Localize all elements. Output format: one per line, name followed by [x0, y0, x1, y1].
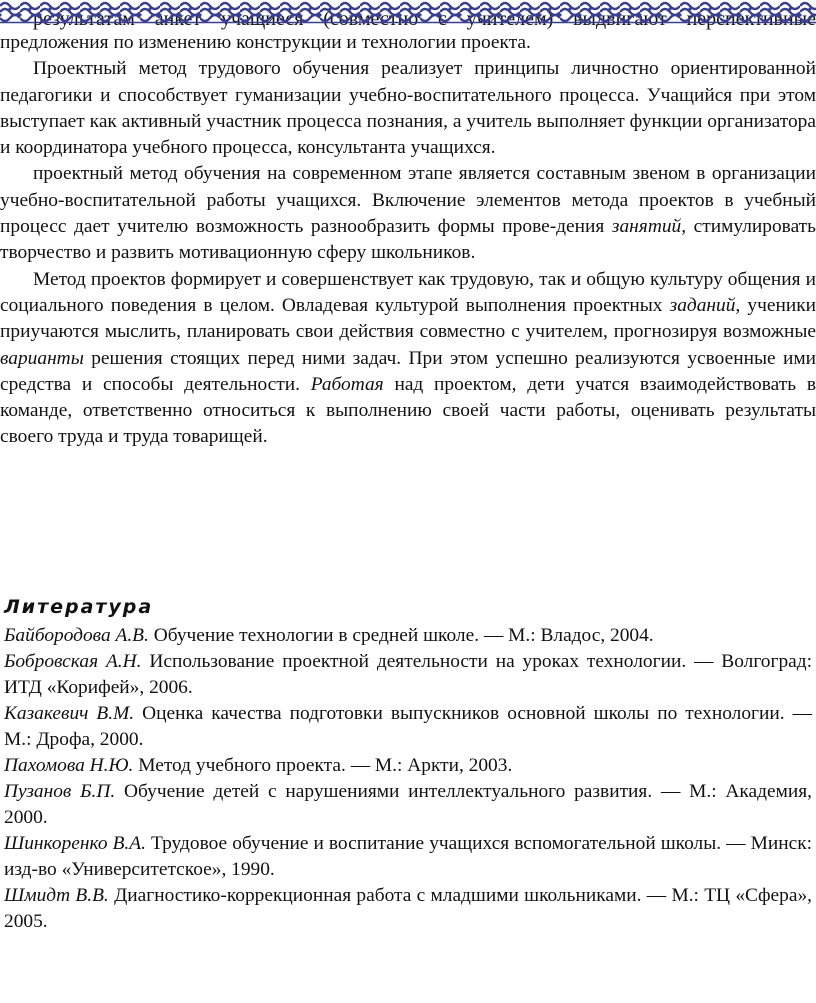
paragraph-text: стимулировать творчество и развить мотивационную сферу школьников. [0, 216, 816, 264]
italic-word: занятий, [611, 216, 687, 238]
italic-word: заданий, [669, 294, 741, 316]
paragraph-text: решения стоящих перед ними задач. При этом успешно реализуются усвоенные ими средства и способы деятельности. [0, 347, 816, 395]
reference-item [4, 883, 812, 935]
paragraph-text: ученики приучаются мыслить, планировать свои действия совместно с учителем, прогнозируя возможные [0, 294, 816, 343]
reference-item [4, 701, 812, 753]
paragraph-text: над проектом, дети учатся взаимодействовать в команде, ответственно относиться к выполнению своей части работы, оценивать результаты своего труда и труда товарищей. [0, 373, 816, 448]
paragraph-text: проектный метод обучения на современном этапе является составным звеном в организации учебно-воспитательной работы учащихся. Включение элементов метода проектов в учебный процесс дает учителю возможность разнообразить формы прове-дения [0, 163, 816, 238]
wave-border-graphic [0, 0, 816, 24]
reference-item [4, 753, 812, 779]
italic-word: варианты [0, 347, 84, 369]
reference-text: Обучение технологии в средней школе. — М.: Владос, 2004. [148, 625, 654, 646]
paragraph [0, 161, 816, 266]
reference-author: Шинкоренко В.А. [4, 833, 146, 854]
reference-author: Бобровская А.Н. [4, 651, 142, 672]
reference-text: Обучение детей с нарушениями интеллектуального развития. — М.: Академия, 2000. [4, 781, 812, 828]
body-text [0, 30, 816, 451]
reference-author: Казакевич В.М. [4, 703, 135, 724]
paragraph [0, 30, 816, 56]
reference-item [4, 831, 812, 883]
reference-text: Оценка качества подготовки выпускников основной школы по технологии. — М.: Дрофа, 2000. [4, 703, 812, 750]
paragraph-text: предложения по изменению конструкции и технологии проекта. [0, 32, 531, 53]
paragraph [0, 267, 816, 451]
paragraph-text: Метод проектов формирует и совершенствует как трудовую, так и общую культуру общения и социального поведения в целом. Овладевая культурой выполнения проектных [0, 268, 816, 316]
reference-text: Использование проектной деятельности на уроках технологии. — Волгоград: ИТД «Корифей», 2006. [4, 651, 812, 698]
reference-author: Шмидт В.В. [4, 885, 109, 906]
paragraph [0, 56, 816, 161]
reference-text: Диагностико-коррекционная работа с младшими школьниками. — М.: ТЦ «Сфера», 2005. [4, 885, 812, 932]
reference-text: Трудовое обучение и воспитание учащихся вспомогательной школы. — Минск: изд-во «Университетское», 1990. [4, 833, 812, 880]
reference-item [4, 779, 812, 831]
reference-item [4, 649, 812, 701]
italic-word: Работая [310, 373, 384, 395]
reference-text: Метод учебного проекта. — М.: Аркти, 2003. [133, 755, 513, 776]
reference-list [4, 623, 812, 935]
decorative-wave-border [0, 0, 816, 24]
reference-author: Байбородова А.В. [4, 625, 149, 646]
literature-heading: Литература [4, 596, 154, 618]
reference-author: Пахомова Н.Ю. [4, 755, 134, 776]
paragraph-text: Проектный метод трудового обучения реализует принципы личностно ориентированной педагогики и способствует гуманизации учебно-воспитательного процесса. Учащийся при этом выступает как активный участник процесса познания, а учитель выполняет функции организатора и координатора учебного процесса, консультанта учащихся. [0, 58, 816, 159]
reference-author: Пузанов Б.П. [4, 781, 116, 802]
reference-item [4, 623, 812, 649]
